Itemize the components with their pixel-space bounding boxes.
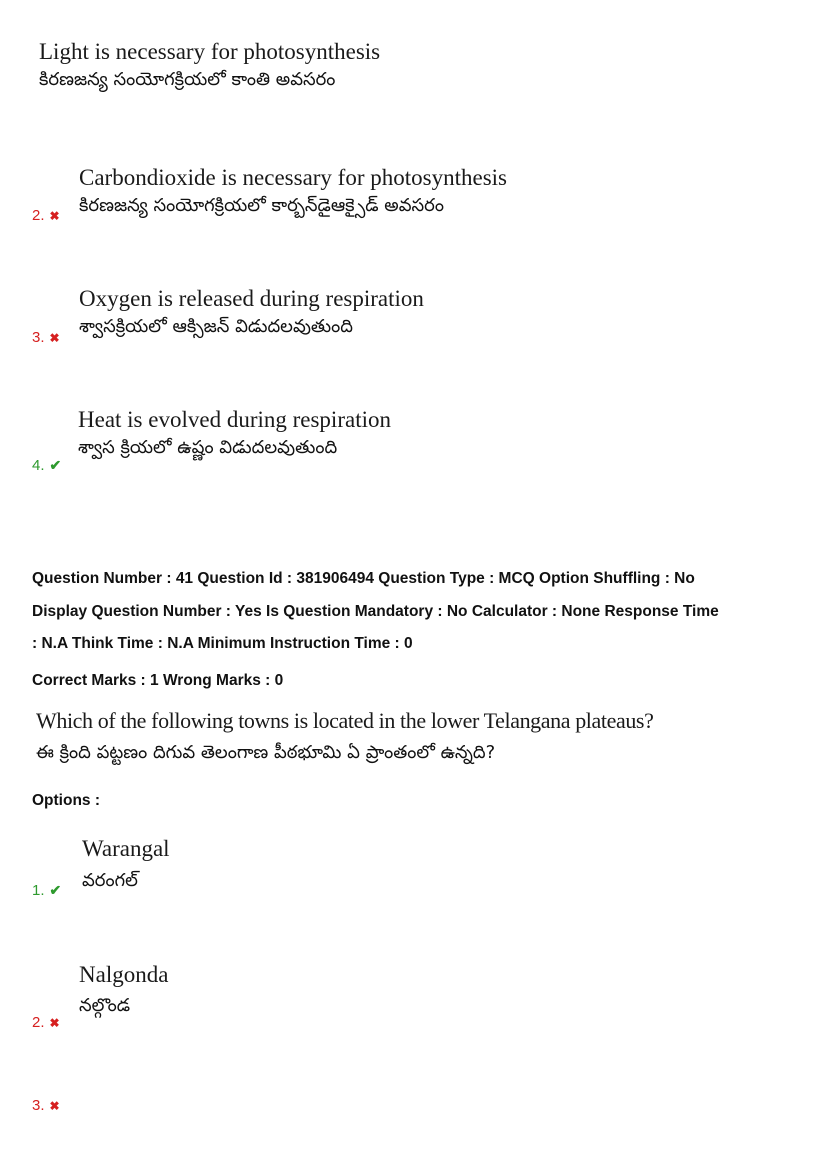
question-meta-line: : N.A Think Time : N.A Minimum Instruction Time : 0 <box>32 635 413 652</box>
option-number-label: 2. <box>32 207 45 224</box>
cross-icon: ✖ <box>49 330 60 345</box>
option-text-telugu: నల్గొండ <box>79 995 131 1016</box>
cross-icon: ✖ <box>49 208 60 223</box>
question-text-english: Which of the following towns is located in the lower Telangana plateaus? <box>36 708 654 733</box>
option-text-telugu: వరంగల్ <box>82 870 138 891</box>
option-text-english: Warangal <box>82 836 170 861</box>
option-text-english: Nalgonda <box>79 962 169 987</box>
option-text-telugu: కిరణజన్య సంయోగక్రియలో కాంతి అవసరం <box>39 69 336 90</box>
option-number <box>32 882 61 899</box>
cross-icon: ✖ <box>49 1098 60 1113</box>
option-number <box>32 1014 60 1031</box>
option-text-english: Light is necessary for photosynthesis <box>39 39 381 64</box>
option-number <box>32 457 61 474</box>
question-meta-line: Question Number : 41 Question Id : 381906494 Question Type : MCQ Option Shuffling : No <box>32 570 695 587</box>
option-number-label: 4. <box>32 457 45 474</box>
options-label: Options : <box>32 792 101 809</box>
question-meta-line: Display Question Number : Yes Is Question Mandatory : No Calculator : None Response Time <box>32 603 719 620</box>
question-text-telugu: ఈ క్రింది పట్టణం దిగువ తెలంగాణ పీఠభూమి ఏ ప్రాంతంలో ఉన్నది? <box>36 742 496 763</box>
option-number <box>32 1097 60 1114</box>
option-text-english: Carbondioxide is necessary for photosynthesis <box>79 165 507 190</box>
option-text-telugu: కిరణజన్య సంయోగక్రియలో కార్బన్‌డైఆక్సైడ్ అవసరం <box>79 195 444 216</box>
option-text-english: Oxygen is released during respiration <box>79 286 424 311</box>
option-text-english: Heat is evolved during respiration <box>78 407 391 432</box>
check-icon: ✔ <box>49 457 62 473</box>
option-number <box>32 329 60 346</box>
marks-line: Correct Marks : 1 Wrong Marks : 0 <box>32 672 284 689</box>
option-text-telugu: శ్వాసక్రియలో ఆక్సిజన్ విడుదలవుతుంది <box>79 316 353 337</box>
option-number-label: 3. <box>32 329 45 346</box>
option-number-label: 2. <box>32 1014 45 1031</box>
check-icon: ✔ <box>49 882 62 898</box>
option-text-telugu: శ్వాస క్రియలో ఉష్ణం విడుదలవుతుంది <box>78 437 338 458</box>
option-number-label: 3. <box>32 1097 45 1114</box>
option-number <box>32 207 60 224</box>
cross-icon: ✖ <box>49 1015 60 1030</box>
option-number-label: 1. <box>32 882 45 899</box>
